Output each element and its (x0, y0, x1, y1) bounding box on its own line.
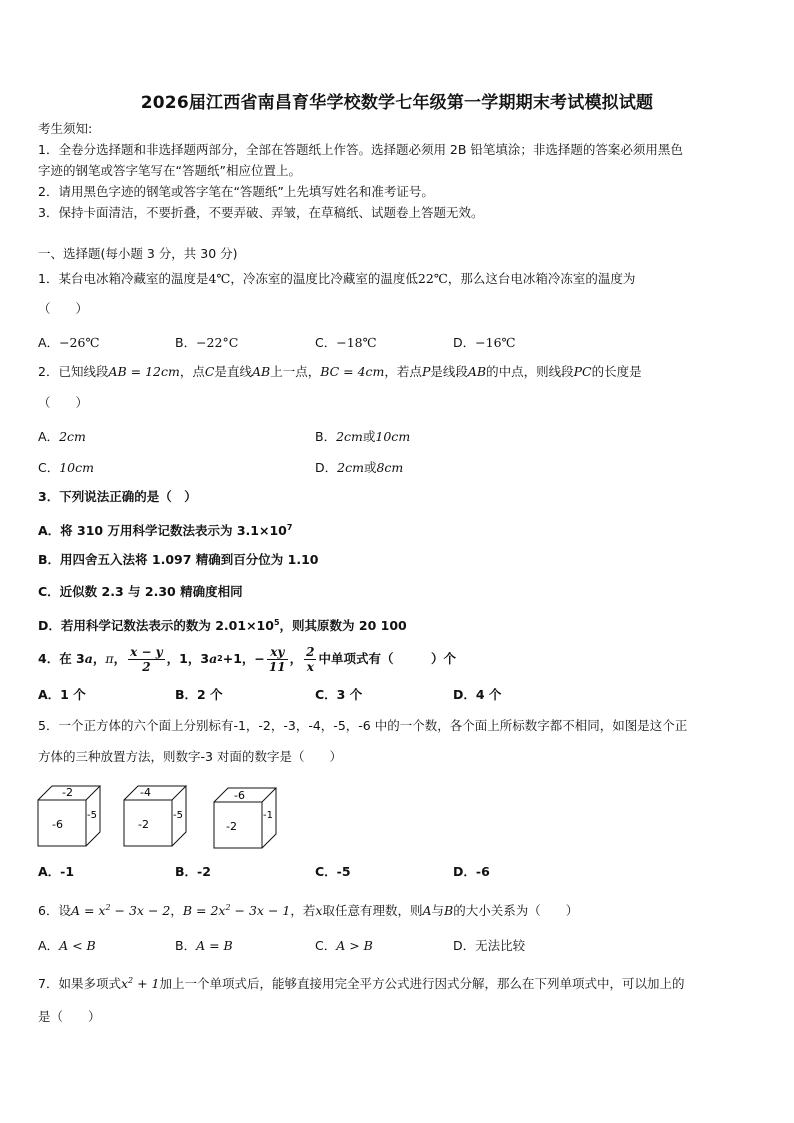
q2-math-ab-2: AB (467, 364, 487, 379)
q1-option-d-letter: D． (453, 335, 476, 350)
q7-text-a: 7．如果多项式 (38, 976, 121, 992)
q2-math-ab: AB (251, 364, 271, 379)
q4-pi: π (105, 651, 114, 666)
q4-fraction-1-denominator: 2 (142, 659, 151, 674)
q2-option-c-letter: C． (38, 460, 60, 475)
notice-heading: 考生须知: (38, 121, 93, 136)
q2-option-d-value-2: 8cm (376, 460, 404, 475)
q2-text-c: 是直线 (214, 364, 252, 379)
q4-var-a-2: a (209, 651, 218, 666)
q4-text-b: ， (92, 651, 106, 666)
cube-1-side: -5 (87, 810, 97, 821)
question-1-paren: （ ） (38, 301, 89, 316)
cube-1-front: -6 (52, 818, 63, 831)
q6-text-e: 与 (431, 903, 444, 919)
q2-math-p: P (421, 364, 431, 379)
q6-math-b-def-rest: − 3x − 1 (230, 903, 291, 919)
q5-option-c[interactable]: C．-5 (315, 864, 351, 879)
q2-option-c[interactable] (38, 458, 94, 476)
q1-option-a[interactable] (38, 333, 99, 351)
q6-text-a: 6．设 (38, 903, 71, 919)
q1-option-a-letter: A． (38, 335, 60, 350)
q4-option-d[interactable]: D．4 个 (453, 687, 502, 702)
notice-line-1a: 1．全卷分选择题和非选择题两部分，全部在答题纸上作答。选择题必须用 2B 铅笔填涂；非选择题的答案必须用黑色 (38, 142, 683, 157)
q6-option-c[interactable] (315, 936, 373, 954)
q3-option-a[interactable] (38, 520, 292, 539)
q2-text-e: ，若点 (384, 364, 422, 379)
q6-math-a-def-rest: − 3x − 2 (110, 903, 171, 919)
q6-option-b-letter: B． (175, 938, 197, 953)
q2-option-a-letter: A． (38, 429, 60, 444)
q2-text-f: 是线段 (430, 364, 468, 379)
q4-text-a: 4．在 3 (38, 651, 85, 666)
q4-option-a[interactable]: A．1 个 (38, 687, 86, 702)
question-1-stem (38, 271, 635, 287)
section-heading: 一、选择题(每小题 3 分，共 30 分) (38, 246, 238, 261)
q6-text-f: 的大小关系为（ ） (453, 903, 579, 919)
q4-var-a: a (84, 651, 93, 666)
question-5-line-1: 5．一个正方体的六个面上分别标有-1，-2，-3，-4，-5，-6 中的一个数，各个面上所标数字都不相同，如图是这个正 (38, 718, 688, 733)
q1-option-b-letter: B． (175, 335, 197, 350)
q6-option-d[interactable]: D．无法比较 (453, 938, 526, 953)
q3-option-c[interactable]: C．近似数 2.3 与 2.30 精确度相同 (38, 584, 243, 599)
q4-exponent: 2 (217, 654, 223, 663)
notice-line-3: 3．保持卡面清洁，不要折叠，不要弄破、弄皱，在草稿纸、试题卷上答题无效。 (38, 205, 484, 220)
q2-option-d-or: 或 (363, 460, 377, 475)
question-5-line-2: 方体的三种放置方法，则数字-3 对面的数字是（ ） (38, 749, 342, 764)
page-title: 2026届江西省南昌育华学校数学七年级第一学期期末考试模拟试题 (140, 93, 654, 113)
q5-option-a[interactable]: A．-1 (38, 864, 75, 879)
question-2-stem (38, 364, 642, 380)
q6-exp-2: 2 (225, 903, 231, 912)
q1-text-b: ，冷冻室的温度比冷藏室的温度低 (230, 271, 418, 286)
q6-text-b: ， (170, 903, 183, 919)
cube-2-front: -2 (138, 818, 149, 831)
q6-math-b: B (444, 903, 454, 919)
q2-option-b-value-2: 10cm (375, 429, 411, 444)
cube-3-front: -2 (226, 820, 237, 833)
q2-text-b: ，点 (179, 364, 205, 379)
q2-math-bc-length: BC = 4cm (320, 364, 385, 379)
q3-option-d-text-1: D．若用科学记数法表示的数为 2.01×10 (38, 618, 274, 634)
q2-option-d-letter: D． (315, 460, 338, 475)
q1-option-c-value: −18℃ (336, 335, 377, 350)
q1-option-d[interactable] (453, 333, 516, 351)
q3-option-a-text: A．将 310 万用科学记数法表示为 3.1×10 (38, 523, 287, 539)
q2-option-b-letter: B． (315, 429, 337, 444)
q2-math-c: C (204, 364, 215, 379)
q6-option-a-value: A < B (59, 938, 96, 953)
q7-math-rest: + 1 (133, 976, 160, 992)
q3-option-b[interactable]: B．用四舍五入法将 1.097 精确到百分位为 1.10 (38, 552, 319, 567)
q1-option-b-value: −22°C (196, 335, 239, 350)
q1-option-b[interactable] (175, 333, 238, 351)
q7-math-x: x (120, 976, 129, 992)
q2-math-pc: PC (573, 364, 592, 379)
q1-option-c-letter: C． (315, 335, 337, 350)
question-6-stem (38, 900, 578, 919)
cube-3-top: -6 (234, 789, 245, 802)
cube-2-top: -4 (140, 786, 151, 799)
q7-text-b: 加上一个单项式后，能够直接用完全平方公式进行因式分解，那么在下列单项式中，可以加上的 (159, 976, 685, 992)
q1-temp-2: 22℃ (417, 271, 448, 286)
q1-temp-1: 4℃ (208, 271, 231, 286)
question-4-stem (38, 641, 456, 677)
q7-exp: 2 (128, 976, 134, 985)
q6-math-b-def: B = 2x (182, 903, 226, 919)
notice-line-2: 2．请用黑色字迹的钢笔或答字笔在“答题纸”上先填写姓名和准考证号。 (38, 184, 434, 199)
q4-text-c: ， (113, 651, 127, 666)
q6-option-c-value: A > B (336, 938, 373, 953)
q1-text-c: ，那么这台电冰箱冷冻室的温度为 (447, 271, 636, 286)
q5-option-b[interactable]: B．-2 (175, 864, 211, 879)
question-7-line-2: 是（ ） (38, 1009, 101, 1024)
q4-fraction-3 (304, 645, 316, 674)
q4-text-d: ，1，3 (166, 651, 210, 666)
q3-option-d-text-2: ，则其原数为 20 100 (279, 618, 407, 634)
q2-text-h: 的长度是 (591, 364, 642, 379)
cube-figures (30, 780, 290, 852)
q6-text-d: 取任意有理数，则 (322, 903, 423, 919)
q1-option-a-value: −26℃ (59, 335, 100, 350)
question-3-stem: 3．下列说法正确的是（ ） (38, 489, 197, 504)
q2-text-a: 2．已知线段 (38, 364, 109, 379)
q2-text-d: 上一点， (270, 364, 321, 379)
q3-option-a-exponent: 7 (286, 523, 293, 532)
q1-option-c[interactable] (315, 333, 377, 351)
q2-option-b-or: 或 (362, 429, 376, 444)
q4-fraction-2-denominator: 11 (268, 659, 286, 674)
question-7-line-1 (38, 973, 685, 992)
q1-text-a: 1．某台电冰箱冷藏室的温度是 (38, 271, 209, 286)
q4-fraction-3-numerator: 2 (306, 644, 315, 659)
cube-1-top: -2 (62, 786, 73, 799)
q6-text-c: ，若 (290, 903, 316, 919)
q4-fraction-2-numerator: xy (267, 645, 288, 660)
cube-2-side: -5 (173, 810, 183, 821)
q2-option-b-value-1: 2cm (336, 429, 363, 444)
q2-text-g: 的中点，则线段 (486, 364, 574, 379)
q4-fraction-2 (267, 645, 288, 674)
q4-text-e: +1，− (222, 651, 265, 666)
q3-option-d[interactable] (38, 615, 407, 634)
q2-option-d-value-1: 2cm (337, 460, 364, 475)
q2-option-c-value: 10cm (59, 460, 94, 475)
q6-exp-1: 2 (105, 903, 111, 912)
q4-option-b[interactable]: B．2 个 (175, 687, 223, 702)
q5-option-d[interactable]: D．-6 (453, 864, 490, 879)
q4-fraction-3-denominator: x (306, 659, 314, 674)
q6-option-c-letter: C． (315, 938, 337, 953)
q6-option-a[interactable] (38, 936, 96, 954)
cube-3-side: -1 (263, 810, 273, 821)
q6-math-x: x (315, 903, 323, 919)
notice-line-1b: 字迹的钢笔或答字笔写在“答题纸”相应位置上。 (38, 163, 301, 178)
q2-option-d[interactable] (315, 458, 403, 476)
question-2-paren: （ ） (38, 395, 89, 410)
q1-option-d-value: −16℃ (475, 335, 516, 350)
q6-option-a-letter: A． (38, 938, 60, 953)
q4-fraction-1-numerator: x − y (130, 644, 163, 659)
q4-text-f: ， (289, 651, 303, 666)
q4-fraction-1 (128, 645, 165, 674)
q6-math-a: A (422, 903, 432, 919)
q2-option-b[interactable] (315, 427, 410, 445)
q2-math-ab-length: AB = 12cm (108, 364, 180, 379)
q2-option-a[interactable] (38, 427, 86, 445)
q4-text-g: 中单项式有（ ）个 (318, 651, 456, 666)
q4-option-c[interactable]: C．3 个 (315, 687, 363, 702)
q6-option-b-value: A = B (196, 938, 233, 953)
q6-math-a-def: A = x (70, 903, 106, 919)
q2-option-a-value: 2cm (59, 429, 86, 444)
q3-option-d-exponent: 5 (273, 618, 280, 627)
q6-option-b[interactable] (175, 936, 233, 954)
